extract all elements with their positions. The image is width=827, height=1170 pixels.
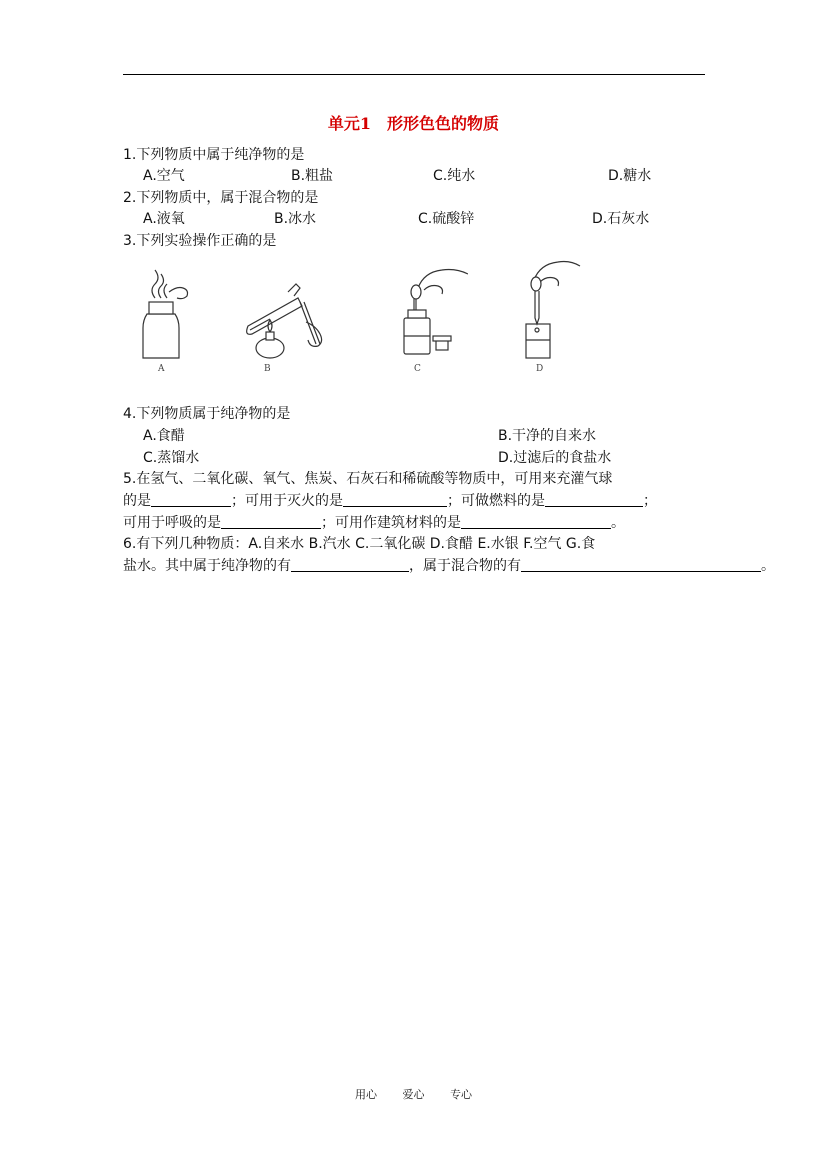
q5-blank-breathe[interactable] — [221, 514, 321, 529]
q5-text-breathe: 可用于呼吸的是 — [123, 515, 221, 531]
q6-blank-mixture[interactable] — [521, 557, 761, 572]
q3-stem: 3.下列实验操作正确的是 — [123, 233, 277, 249]
q2-option-d: D.石灰水 — [592, 211, 650, 227]
q1-option-b: B.粗盐 — [291, 168, 334, 184]
q3-figure-a — [133, 262, 193, 362]
q6-blank-pure[interactable] — [291, 557, 409, 572]
q5-blank-fire[interactable] — [343, 492, 447, 507]
header-rule — [123, 74, 705, 75]
q1-option-a: A.空气 — [143, 168, 185, 184]
q3-figure-d — [520, 258, 584, 362]
q5-blank-build[interactable] — [461, 514, 611, 529]
q5-text-balloon: 的是 — [123, 493, 151, 509]
q2-stem: 2.下列物质中，属于混合物的是 — [123, 190, 319, 206]
q5-blank-fuel[interactable] — [545, 492, 643, 507]
q6-line1: 6.有下列几种物质：A.自来水 B.汽水 C.二氧化碳 D.食醋 E.水银 F.空气 G.食 — [123, 536, 596, 552]
q6-text-end: 。 — [761, 558, 775, 574]
q5-text-build: ；可用作建筑材料的是 — [321, 515, 461, 531]
q5-text-end3: 。 — [611, 515, 625, 531]
q3-figure-c-label: C — [414, 364, 421, 374]
page-footer — [0, 1086, 827, 1102]
q1-option-d: D.糖水 — [608, 168, 652, 184]
q4-option-a: A.食醋 — [143, 428, 185, 444]
q4-stem: 4.下列物质属于纯净物的是 — [123, 406, 291, 422]
q3-figure-c — [398, 262, 468, 362]
q3-figure-a-label: A — [158, 364, 165, 374]
q5-text-fuel: ；可做燃料的是 — [447, 493, 545, 509]
page-title: 单元1 形形色色的物质 — [327, 114, 500, 133]
q5-blank-balloon[interactable] — [151, 492, 231, 507]
q4-option-b: B.干净的自来水 — [498, 428, 597, 444]
q5-line3 — [123, 514, 625, 532]
q5-text-fire: ；可用于灭火的是 — [231, 493, 343, 509]
q6-line2 — [123, 557, 775, 575]
footer-item-1: 用心 — [355, 1088, 377, 1101]
footer-item-3: 专心 — [450, 1088, 472, 1101]
q1-option-c: C.纯水 — [433, 168, 476, 184]
q3-figure-b — [240, 282, 330, 364]
q3-figure-b-label: B — [264, 364, 271, 374]
footer-item-2: 爱心 — [402, 1088, 425, 1101]
q2-option-b: B.冰水 — [274, 211, 317, 227]
q4-option-d: D.过滤后的食盐水 — [498, 450, 612, 466]
q6-text-mixture: ，属于混合物的有 — [409, 558, 521, 574]
q6-text-pure: 盐水。其中属于纯净物的有 — [123, 558, 291, 574]
q2-option-c: C.硫酸锌 — [418, 211, 475, 227]
q1-stem: 1.下列物质中属于纯净物的是 — [123, 147, 305, 163]
q3-figure-d-label: D — [536, 364, 544, 374]
q5-line1: 5.在氢气、二氧化碳、氧气、焦炭、石灰石和稀硫酸等物质中，可用来充灌气球 — [123, 471, 613, 487]
q2-option-a: A.液氧 — [143, 211, 185, 227]
q5-line2 — [123, 492, 657, 510]
q4-option-c: C.蒸馏水 — [143, 450, 200, 466]
q5-text-end2: ； — [643, 493, 657, 509]
